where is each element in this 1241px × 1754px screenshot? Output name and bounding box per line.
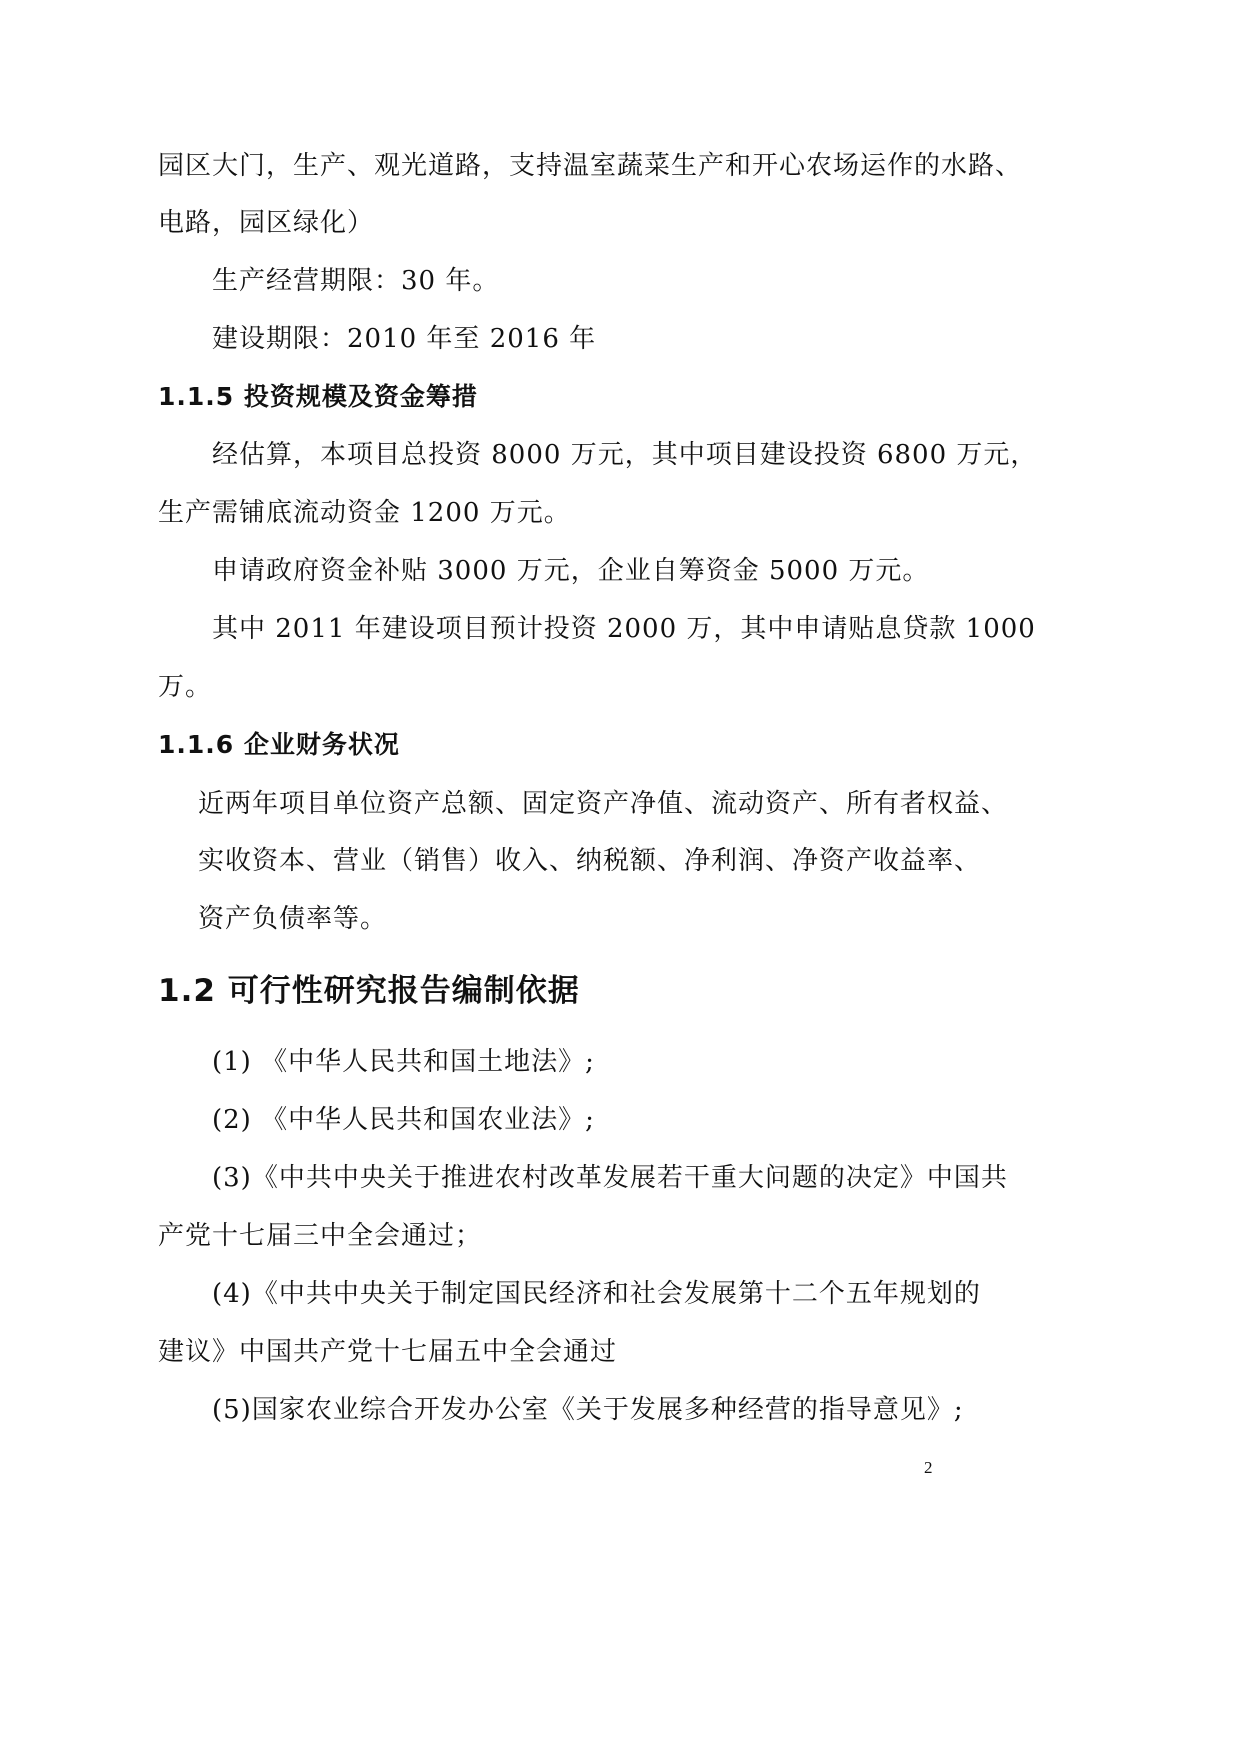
body-line: 实收资本、营业（销售）收入、纳税额、净利润、净资产收益率、 (198, 846, 982, 876)
body-line: 电路，园区绿化） (158, 208, 375, 238)
list-item: (3)《中共中央关于推进农村改革发展若干重大问题的决定》中国共 (212, 1163, 1008, 1193)
body-line: 近两年项目单位资产总额、固定资产净值、流动资产、所有者权益、 (198, 789, 1009, 819)
list-item-continuation: 建议》中国共产党十七届五中全会通过 (158, 1337, 618, 1367)
list-item-continuation: 产党十七届三中全会通过； (158, 1221, 483, 1251)
list-item: (1) 《中华人民共和国土地法》; (212, 1047, 595, 1077)
section-heading-1-1-6: 1.1.6 企业财务状况 (158, 730, 400, 759)
body-line: 生产经营期限：30 年。 (212, 266, 500, 296)
section-heading-1-1-5: 1.1.5 投资规模及资金筹措 (158, 382, 478, 411)
body-line: 申请政府资金补贴 3000 万元，企业自筹资金 5000 万元。 (212, 556, 930, 586)
list-item: (2) 《中华人民共和国农业法》; (212, 1105, 595, 1135)
list-item: (4)《中共中央关于制定国民经济和社会发展第十二个五年规划的 (212, 1279, 981, 1309)
section-heading-1-2: 1.2 可行性研究报告编制依据 (158, 973, 580, 1009)
body-line: 生产需铺底流动资金 1200 万元。 (158, 498, 571, 528)
body-line: 万。 (158, 672, 213, 702)
page-number: 2 (924, 1458, 933, 1477)
body-line: 园区大门，生产、观光道路，支持温室蔬菜生产和开心农场运作的水路、 (158, 151, 1023, 181)
body-line: 经估算，本项目总投资 8000 万元，其中项目建设投资 6800 万元， (212, 440, 1038, 470)
body-line: 其中 2011 年建设项目预计投资 2000 万，其中申请贴息贷款 1000 (212, 614, 1036, 644)
list-item: (5)国家农业综合开发办公室《关于发展多种经营的指导意见》; (212, 1395, 964, 1425)
body-line: 建设期限：2010 年至 2016 年 (212, 324, 597, 354)
body-line: 资产负债率等。 (198, 904, 388, 934)
